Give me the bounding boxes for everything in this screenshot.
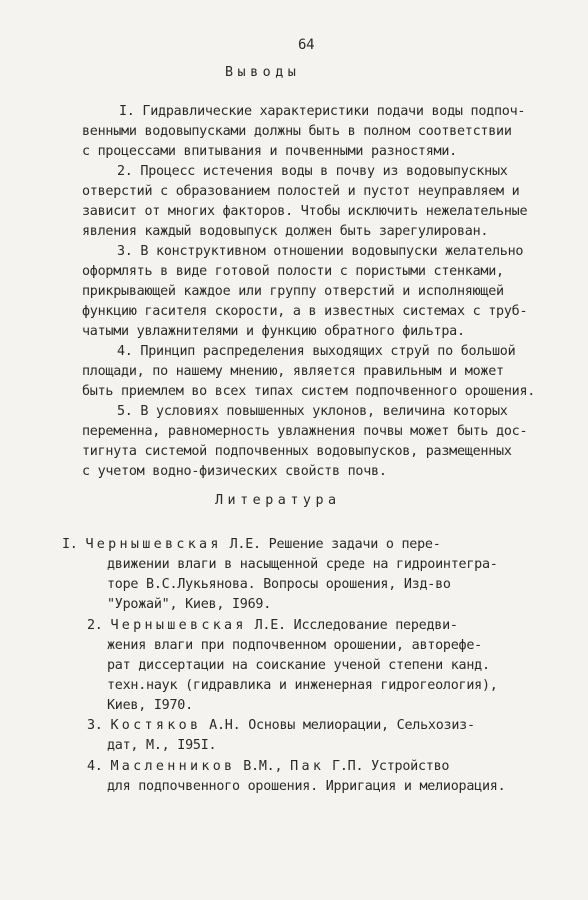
text-line: оформлять в виде готовой полости с пористыми стенками,: [82, 264, 504, 279]
reference-author: Чернышевская: [85, 537, 222, 552]
reference-text: Л.Е. Решение задачи о пере-: [229, 537, 441, 552]
text-line: тигнута системой подпочвенных водовыпусков, размещенных: [82, 444, 512, 459]
text-line: венными водовыпусками должны быть в полном соответствии: [82, 124, 512, 139]
text-line: площади, по нашему мнению, является правильным и может: [82, 364, 504, 379]
reference-line: жения влаги при подпочвенном орошении, авторефе-: [107, 638, 482, 653]
text-line: с процессами впитывания и почвенными разностями.: [82, 144, 457, 159]
reference-entry-first-line: [87, 759, 449, 775]
reference-author: Пак: [290, 759, 325, 774]
text-line: 5. В условиях повышенных уклонов, величина которых: [117, 404, 508, 419]
literature-heading: Литература: [215, 493, 341, 508]
text-line: явления каждый водовыпуск должен быть зарегулирован.: [82, 224, 489, 239]
reference-line: движении влаги в насыщенной среде на гидроинтегра-: [107, 557, 498, 572]
reference-line: торе В.С.Лукьянова. Вопросы орошения, Изд-во: [107, 577, 451, 592]
text-line: с учетом водно-физических свойств почв.: [82, 464, 387, 479]
text-line: прикрывающей каждое или группу отверстий и исполняющей: [82, 284, 504, 299]
reference-entry-first-line: [87, 718, 475, 734]
text-line: I. Гидравлические характеристики подачи воды подпоч-: [119, 104, 526, 119]
text-line: функцию гасителя скорости, а в известных системах с труб-: [82, 304, 528, 319]
text-line: 3. В конструктивном отношении водовыпуски желательно: [117, 244, 524, 259]
page-number: 64: [298, 37, 315, 53]
reference-line: "Урожай", Киев, I969.: [107, 597, 272, 612]
reference-text: В.М.,: [243, 759, 283, 774]
reference-text: Л.Е. Исследование передви-: [254, 618, 458, 633]
reference-number: I.: [62, 537, 78, 552]
conclusions-heading: Выводы: [225, 65, 301, 80]
reference-line: для подпочвенного орошения. Ирригация и мелиорация.: [107, 779, 506, 794]
text-line: 4. Принцип распределения выходящих струй по большой: [117, 344, 516, 359]
reference-line: рат диссертации на соискание ученой степени канд.: [107, 658, 490, 673]
text-line: чатыми увлажнителями и функцию обратного фильтра.: [82, 324, 465, 339]
reference-line: дат, М., I95I.: [107, 738, 217, 753]
text-line: зависит от многих факторов. Чтобы исключить нежелательные: [82, 204, 528, 219]
reference-author: Чернышевская: [110, 618, 247, 633]
reference-line: Киев, I970.: [107, 698, 193, 713]
reference-entry-first-line: [62, 537, 441, 553]
reference-text: Г.П. Устройство: [332, 759, 450, 774]
reference-author: Масленников: [110, 759, 236, 774]
reference-author: Костяков: [110, 718, 202, 733]
text-line: переменна, равномерность увлажнения почвы может быть дос-: [82, 424, 528, 439]
reference-line: техн.наук (гидравлика и инженерная гидрогеология),: [107, 678, 498, 693]
text-line: отверстий с образованием полостей и пустот неуправляем и: [82, 184, 520, 199]
text-line: быть приемлем во всех типах систем подпочвенного орошения.: [82, 384, 536, 399]
reference-number: 4.: [87, 759, 103, 774]
reference-number: 2.: [87, 618, 103, 633]
text-line: 2. Процесс истечения воды в почву из водовыпускных: [117, 164, 508, 179]
reference-text: А.Н. Основы мелиорации, Сельхозиз-: [209, 718, 475, 733]
reference-number: 3.: [87, 718, 103, 733]
reference-entry-first-line: [87, 618, 458, 634]
